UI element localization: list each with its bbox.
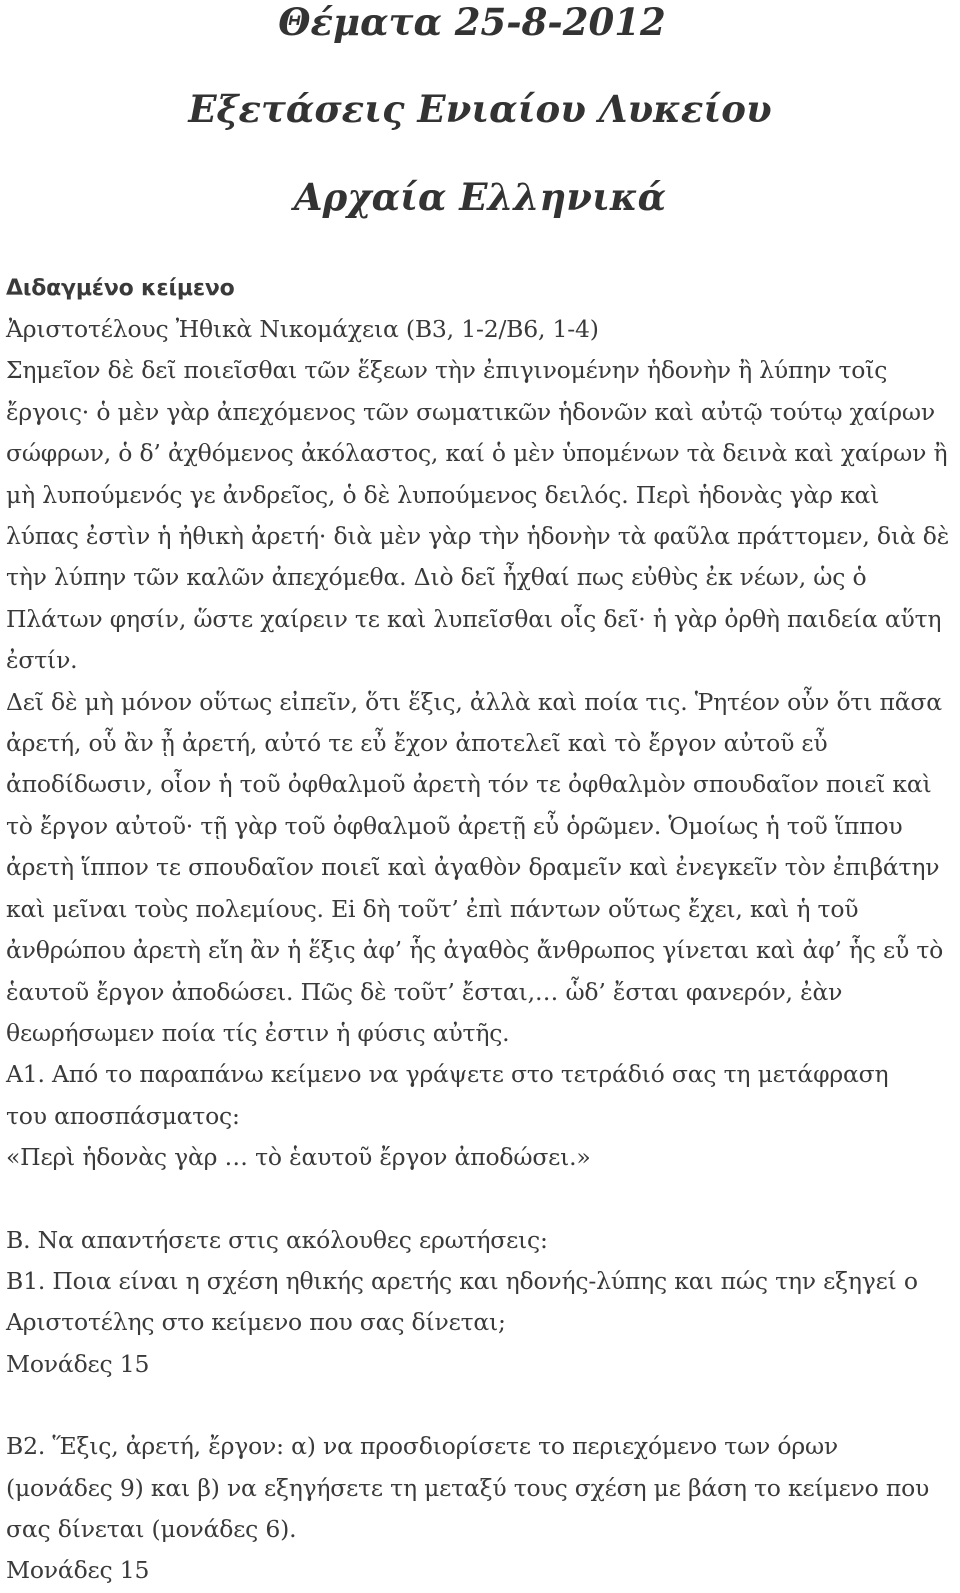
text-line: Δεῖ δὲ μὴ μόνον οὕτως εἰπεῖν, ὅτι ἕξις, ἀλλὰ καὶ ποία τις. Ῥητέον οὖν ὅτι πᾶσα: [6, 687, 942, 716]
spacer: [6, 1179, 954, 1220]
text-line: καὶ μεῖναι τοὺς πολεμίους. Ei δὴ τοῦτ’ ἐπὶ πάντων οὕτως ἔχει, καὶ ἡ τοῦ: [6, 894, 859, 923]
text-line: ἔργοις· ὁ μὲν γὰρ ἀπεχόμενος τῶν σωματικῶν ἡδονῶν καὶ αὐτῷ τούτῳ χαίρων: [6, 397, 935, 426]
text-line: τὴν λύπην τῶν καλῶν ἀπεχόμεθα. Διὸ δεῖ ἦχθαί πως εὐθὺς ἐκ νέων, ὡς ὁ: [6, 563, 867, 592]
question-b2-line: σας δίνεται (μονάδες 6).: [6, 1514, 297, 1543]
question-a1-quote: «Περὶ ἡδονὰς γὰρ … τὸ ἑαυτοῦ ἔργον ἀποδώσει.»: [6, 1143, 591, 1172]
section-heading: Διδαγμένο κείμενο: [6, 276, 235, 301]
question-b1-points: Μονάδες 15: [6, 1349, 150, 1378]
text-line: Σημεῖον δὲ δεῖ ποιεῖσθαι τῶν ἕξεων τὴν ἐπιγινομένην ἡδονὴν ἢ λύπην τοῖς: [6, 356, 888, 385]
text-line: ἀποδίδωσιν, οἷον ἡ τοῦ ὀφθαλμοῦ ἀρετὴ τόν τε ὀφθαλμὸν σπουδαῖον ποιεῖ καὶ: [6, 770, 932, 799]
spacer: [6, 1385, 954, 1426]
text-line: σώφρων, ὁ δ’ ἀχθόμενος ἀκόλαστος, καί ὁ μὲν ὑπομένων τὰ δεινὰ καὶ χαίρων ἢ: [6, 439, 948, 468]
exam-body: [6, 268, 954, 1592]
question-a1: [6, 1054, 954, 1178]
text-line: ἀρετή, οὗ ἂν ᾖ ἀρετή, αὐτό τε εὖ ἔχον ἀποτελεῖ καὶ τὸ ἔργον αὐτοῦ εὖ: [6, 729, 828, 758]
question-b1: [6, 1261, 954, 1385]
question-b1-line: Αριστοτέλης στο κείμενο που σας δίνεται;: [6, 1308, 506, 1337]
question-b2-line: (μονάδες 9) και β) να εξηγήσετε τη μεταξύ τους σχέση με βάση το κείμενο που: [6, 1473, 930, 1502]
question-b2-points: Μονάδες 15: [6, 1556, 150, 1585]
text-line: θεωρήσωμεν ποία τίς ἐστιν ἡ φύσις αὐτῆς.: [6, 1018, 510, 1047]
text-line: τὸ ἔργον αὐτοῦ· τῇ γὰρ τοῦ ὀφθαλμοῦ ἀρετῇ εὖ ὁρῶμεν. Ὁμοίως ἡ τοῦ ἵππου: [6, 811, 903, 840]
question-b2: [6, 1426, 954, 1592]
text-line: ἑαυτοῦ ἔργον ἀποδώσει. Πῶς δὲ τοῦτ’ ἔσται,… ὧδ’ ἔσται φανερόν, ἐὰν: [6, 977, 843, 1006]
text-line: ἐστίν.: [6, 646, 78, 675]
text-line: ἀνθρώπου ἀρετὴ εἴη ἂν ἡ ἕξις ἀφ’ ἧς ἀγαθὸς ἄνθρωπος γίνεται καὶ ἀφ’ ἧς εὖ τὸ: [6, 936, 944, 965]
subject-title: Αρχαία Ελληνικά: [293, 175, 667, 219]
exam-type-title: Εξετάσεις Ενιαίου Λυκείου: [188, 87, 772, 131]
question-b1-line: Β1. Ποια είναι η σχέση ηθικής αρετής και ηδονής-λύπης και πώς την εξηγεί ο: [6, 1266, 918, 1295]
text-line: Πλάτων φησίν, ὥστε χαίρειν τε καὶ λυπεῖσθαι οἷς δεῖ· ἡ γὰρ ὀρθὴ παιδεία αὕτη: [6, 604, 942, 633]
text-line: λύπας ἐστὶν ἡ ἠθικὴ ἀρετή· διὰ μὲν γὰρ τὴν ἡδονὴν τὰ φαῦλα πράττομεν, διὰ δὲ: [6, 522, 950, 551]
text-source: Ἀριστοτέλους Ἠθικὰ Νικομάχεια (Β3, 1-2/Β6, 1-4): [6, 315, 599, 343]
ancient-text-part-1: [6, 350, 954, 681]
question-b2-line: Β2. Ἕξις, ἀρετή, ἔργον: α) να προσδιορίσετε το περιεχόμενο των όρων: [6, 1432, 839, 1461]
exam-date-title: Θέματα 25-8-2012: [278, 0, 666, 44]
section-b-intro: Β. Να απαντήσετε στις ακόλουθες ερωτήσεις:: [6, 1225, 548, 1254]
text-line: ἀρετὴ ἵππον τε σπουδαῖον ποιεῖ καὶ ἀγαθὸν δραμεῖν καὶ ἐνεγκεῖν τὸν ἐπιβάτην: [6, 853, 940, 882]
question-a1-line: Α1. Από το παραπάνω κείμενο να γράψετε στο τετράδιό σας τη μετάφραση: [6, 1060, 889, 1089]
question-a1-line: του αποσπάσματος:: [6, 1101, 240, 1130]
ancient-text-part-2: [6, 682, 954, 1055]
text-line: μὴ λυπούμενός γε ἀνδρεῖος, ὁ δὲ λυπούμενος δειλός. Περὶ ἡδονὰς γὰρ καὶ: [6, 480, 880, 509]
